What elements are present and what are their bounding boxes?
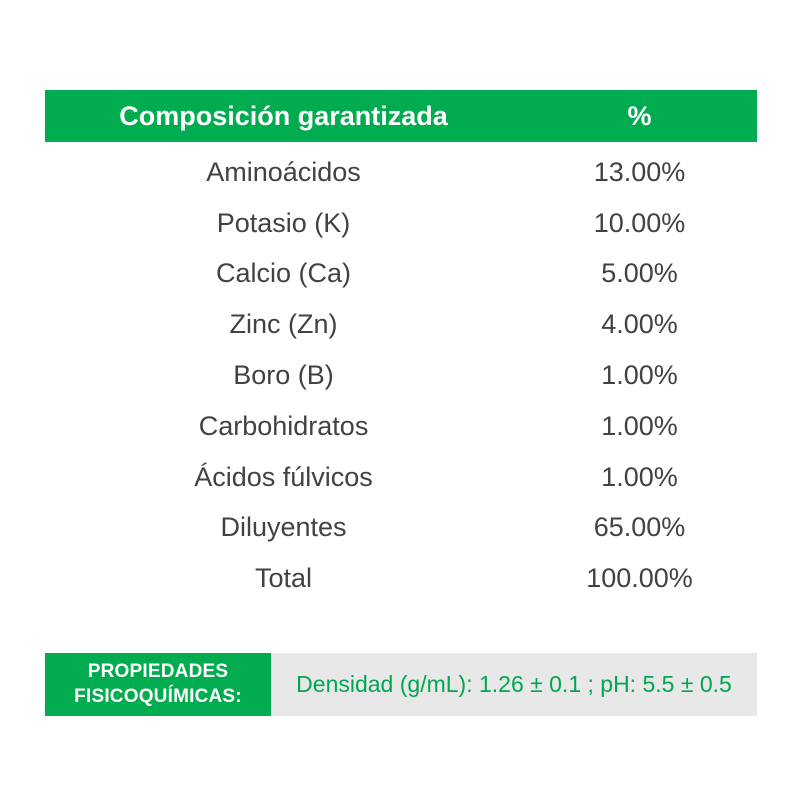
component-percentage: 10.00% — [593, 207, 686, 238]
physicochemical-details: Densidad (g/mL): 1.26 ± 0.1 ; pH: 5.5 ± 0.5 — [271, 653, 757, 716]
component-name: Calcio (Ca) — [216, 258, 352, 289]
component-percentage: 5.00% — [601, 258, 678, 289]
component-percentage: 1.00% — [601, 410, 678, 441]
component-name: Carbohidratos — [198, 410, 369, 441]
table-row — [45, 299, 757, 350]
component-percentage: 4.00% — [601, 309, 678, 340]
component-percentage: 1.00% — [601, 360, 678, 391]
physicochemical-title-line2: FISICOQUÍMICAS: — [74, 685, 242, 707]
component-name: Diluyentes — [220, 512, 347, 543]
component-percentage: 13.00% — [593, 156, 686, 187]
composition-table-body — [45, 142, 757, 604]
component-percentage: 1.00% — [601, 461, 678, 492]
composition-table — [45, 90, 757, 604]
component-name: Boro (B) — [233, 360, 334, 391]
physicochemical-title — [45, 653, 271, 716]
header-title: Composición garantizada — [119, 100, 448, 131]
header-percent-symbol: % — [627, 100, 652, 131]
component-percentage: 100.00% — [586, 563, 693, 594]
physicochemical-title-line1: PROPIEDADES — [87, 660, 229, 682]
table-row — [45, 401, 757, 452]
component-name: Zinc (Zn) — [229, 309, 338, 340]
component-name: Ácidos fúlvicos — [194, 461, 373, 492]
table-row — [45, 503, 757, 554]
component-percentage: 65.00% — [593, 512, 686, 543]
physicochemical-section — [45, 653, 757, 716]
table-row — [45, 198, 757, 249]
table-row — [45, 249, 757, 300]
table-row — [45, 350, 757, 401]
component-name: Aminoácidos — [206, 156, 361, 187]
table-row — [45, 553, 757, 604]
component-name: Total — [254, 563, 313, 594]
table-row — [45, 147, 757, 198]
table-row — [45, 452, 757, 503]
composition-table-header — [45, 90, 757, 142]
component-name: Potasio (K) — [216, 207, 351, 238]
